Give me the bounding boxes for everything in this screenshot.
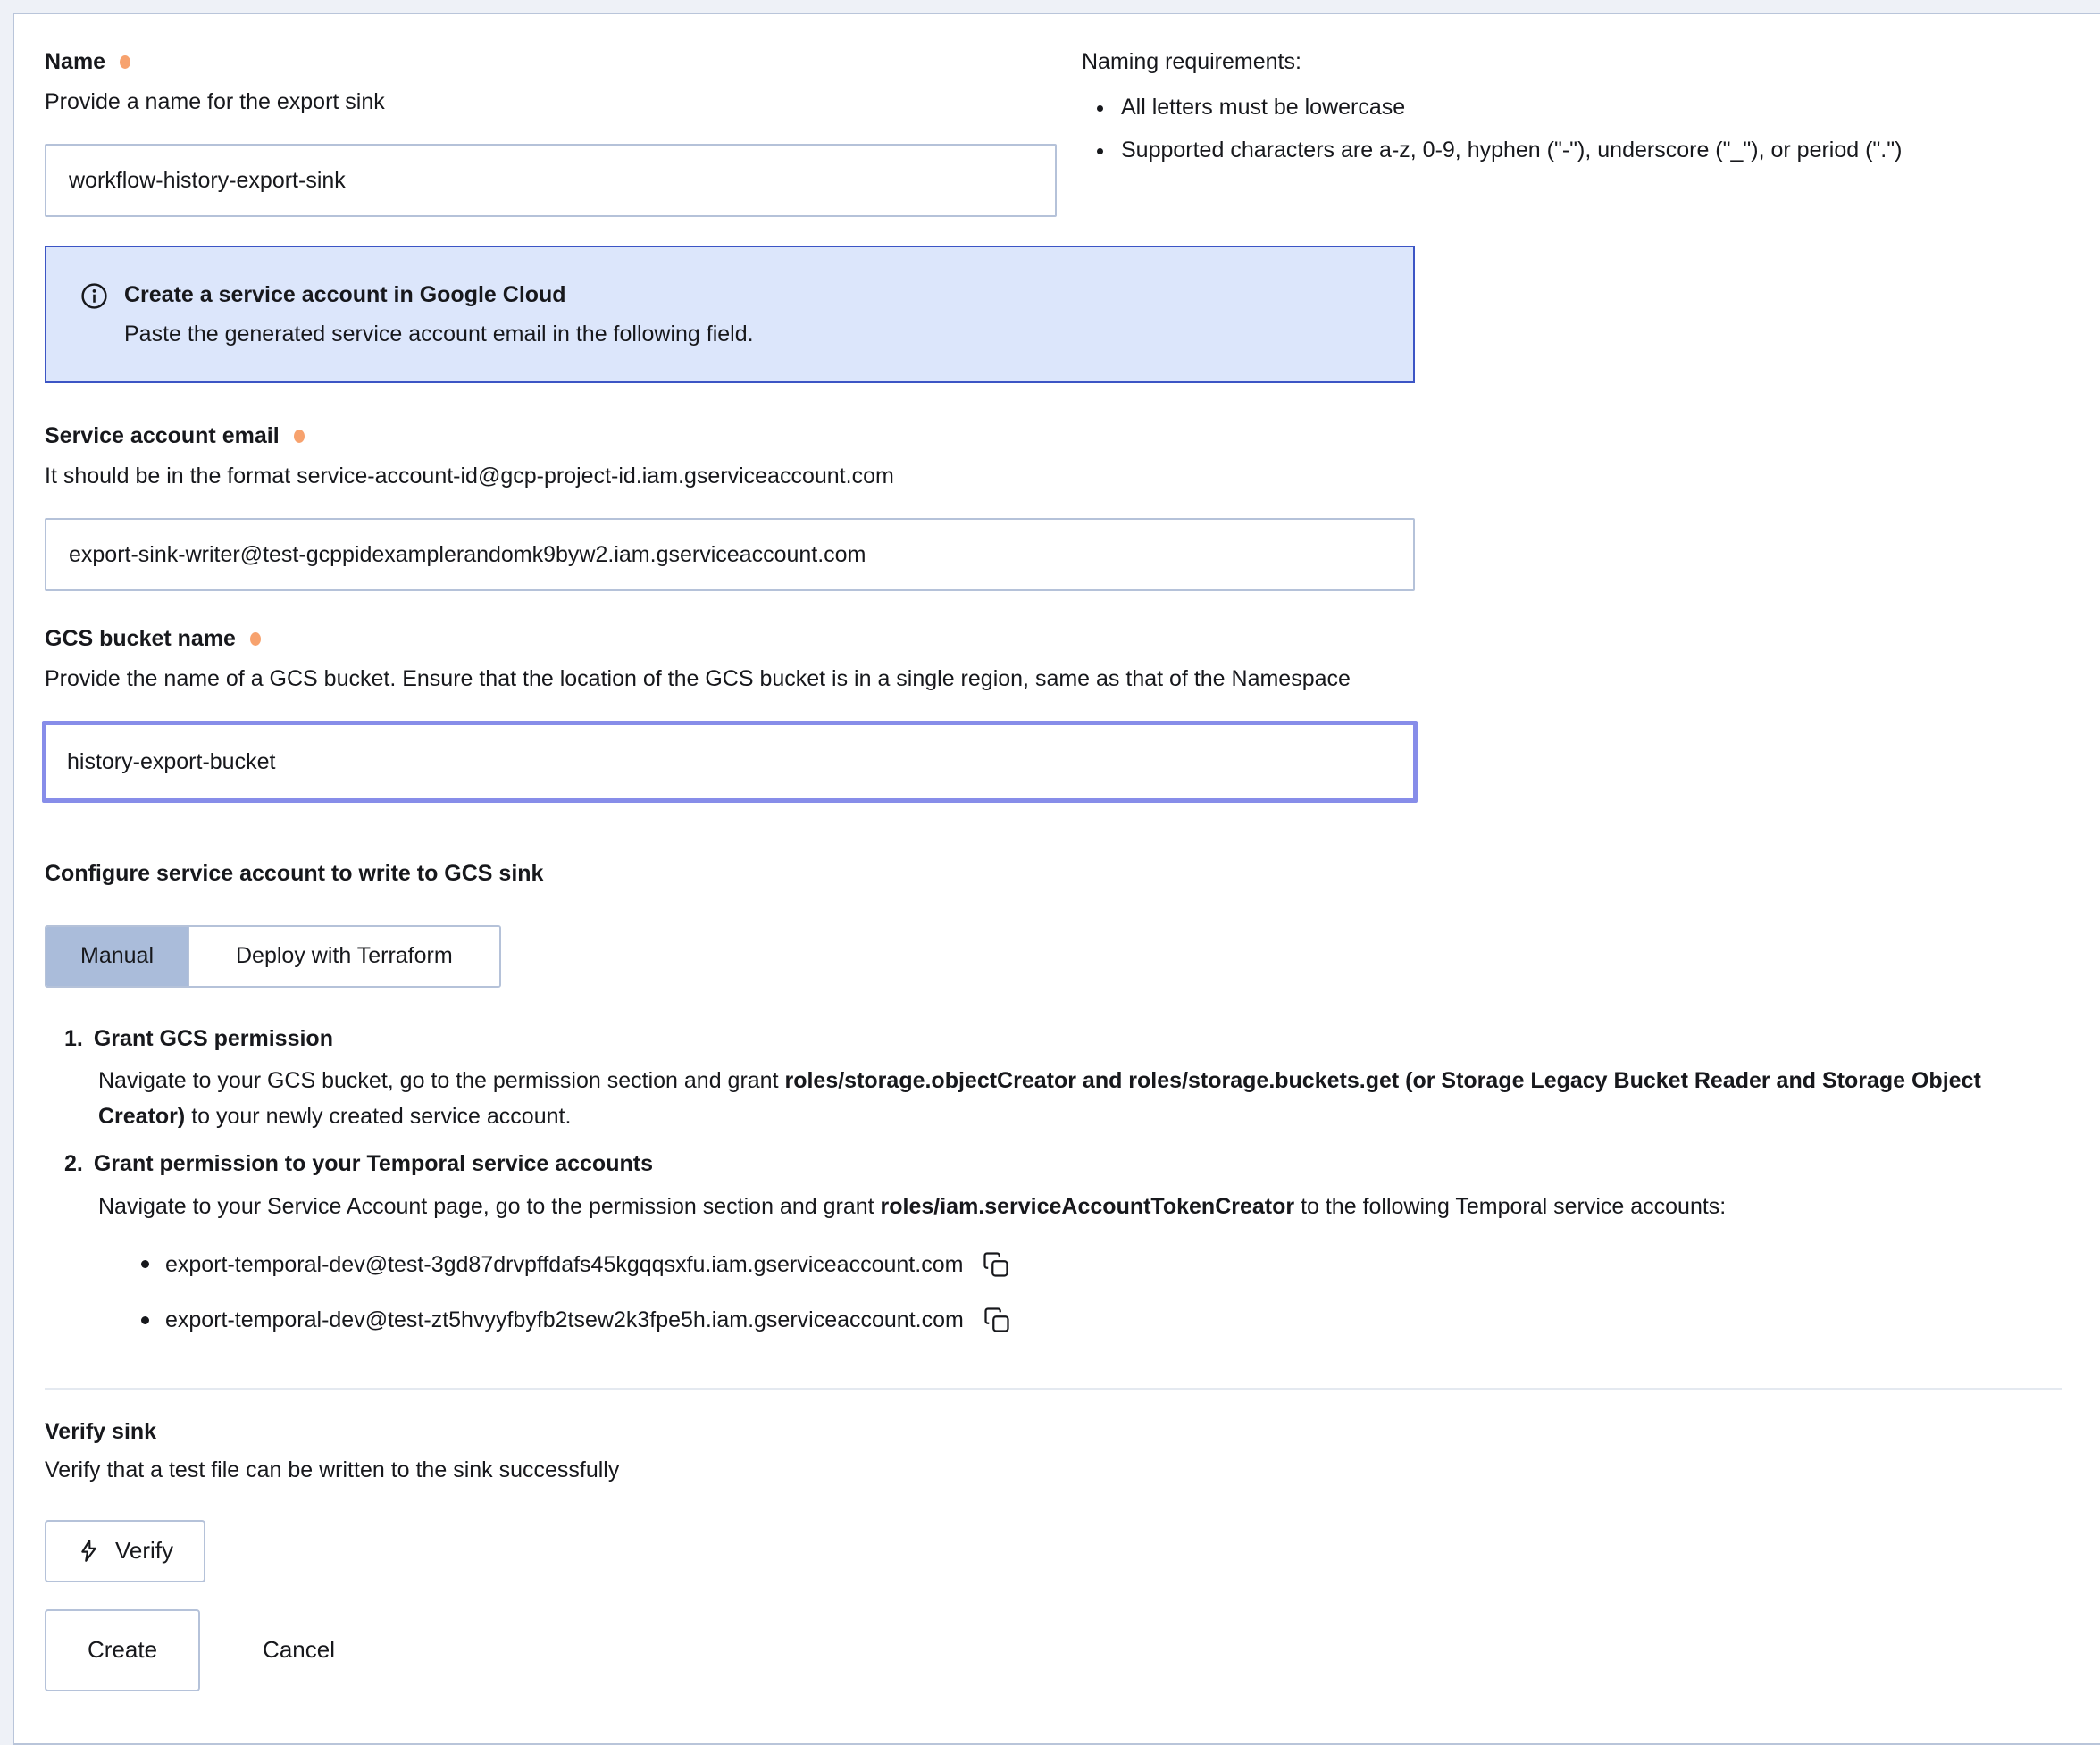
name-field-label-row xyxy=(45,46,1057,78)
service-account-description: It should be in the format service-account-id@gcp-project-id.iam.gserviceaccount.com xyxy=(45,463,894,488)
naming-requirements xyxy=(1082,46,2071,179)
info-banner xyxy=(45,246,1415,383)
sink-name-input[interactable] xyxy=(45,144,1057,217)
service-account-label: Service account email xyxy=(45,423,280,448)
info-banner-text xyxy=(124,280,754,349)
step-title: Grant permission to your Temporal service accounts xyxy=(93,1151,653,1176)
create-button[interactable]: Create xyxy=(45,1609,200,1691)
name-and-requirements-row xyxy=(45,46,2071,217)
temporal-account-email: export-temporal-dev@test-zt5hvyyfbyfb2tsew2k3fpe5h.iam.gserviceaccount.com xyxy=(165,1307,964,1332)
step-number: 1. xyxy=(64,1025,83,1051)
bucket-field-group xyxy=(45,623,2071,803)
step-body: Navigate to your GCS bucket, go to the permission section and grant roles/storage.objectCreator and roles/storage.buckets.get (or Storage Legacy Bucket Reader and Storage Object Creator) to your newly created service account. xyxy=(98,1068,1981,1129)
info-banner-body: Paste the generated service account email in the following field. xyxy=(124,321,754,346)
temporal-account-item xyxy=(141,1305,2071,1336)
required-dot-icon xyxy=(250,632,261,646)
step-title-row xyxy=(64,1023,2071,1055)
create-export-sink-panel xyxy=(13,13,2100,1745)
lightning-icon xyxy=(77,1539,101,1563)
step-grant-gcs-permission xyxy=(45,1023,2071,1135)
copy-icon-button[interactable] xyxy=(981,1249,1011,1280)
verify-button-label: Verify xyxy=(115,1537,174,1564)
configure-tab-group xyxy=(45,925,501,988)
bullet-icon xyxy=(141,1260,149,1268)
info-banner-title: Create a service account in Google Cloud xyxy=(124,282,566,307)
step-title-row xyxy=(64,1148,2071,1180)
naming-requirement-item: • All letters must be lowercase xyxy=(1116,92,2071,123)
verify-sink-description: Verify that a test file can be written to the sink successfully xyxy=(45,1457,620,1482)
cancel-button[interactable]: Cancel xyxy=(257,1635,340,1665)
service-account-email-input[interactable] xyxy=(45,518,1415,591)
step-number: 2. xyxy=(64,1151,83,1176)
step-body: Navigate to your Service Account page, go to the permission section and grant roles/iam.serviceAccountTokenCreator to the following Temporal service accounts: xyxy=(98,1193,1727,1219)
step-title: Grant GCS permission xyxy=(93,1025,333,1051)
step-grant-temporal-permission xyxy=(45,1148,2071,1224)
name-field-group xyxy=(45,46,1057,217)
temporal-service-accounts-list xyxy=(45,1249,2071,1336)
name-field-description: Provide a name for the export sink xyxy=(45,88,385,114)
copy-icon xyxy=(983,1307,1010,1333)
bucket-description: Provide the name of a GCS bucket. Ensure that the location of the GCS bucket is in a single region, same as that of the Namespace xyxy=(45,665,1351,691)
bucket-label: GCS bucket name xyxy=(45,626,236,651)
naming-requirements-title: Naming requirements: xyxy=(1082,49,1301,74)
verify-button[interactable] xyxy=(45,1520,205,1582)
form-actions-row xyxy=(45,1609,2071,1691)
temporal-account-email: export-temporal-dev@test-3gd87drvpffdafs45kgqqsxfu.iam.gserviceaccount.com xyxy=(165,1251,964,1277)
naming-requirements-list xyxy=(1082,92,2071,166)
tab-manual[interactable]: Manual xyxy=(46,927,188,986)
manual-steps xyxy=(45,1023,2071,1224)
naming-requirement-item: • Supported characters are a-z, 0-9, hyphen ("-"), underscore ("_"), or period (".") xyxy=(1116,135,2071,166)
info-icon xyxy=(80,282,108,310)
section-divider xyxy=(45,1388,2062,1390)
copy-icon xyxy=(983,1251,1009,1278)
tab-deploy-with-terraform[interactable]: Deploy with Terraform xyxy=(188,927,499,986)
bullet-icon xyxy=(141,1316,149,1324)
configure-section-heading: Configure service account to write to GCS sink xyxy=(45,861,544,886)
service-account-field-group xyxy=(45,421,2071,591)
bucket-label-row xyxy=(45,623,2071,655)
required-dot-icon xyxy=(120,55,130,69)
gcs-bucket-name-input[interactable] xyxy=(42,721,1418,803)
temporal-account-item xyxy=(141,1249,2071,1281)
copy-icon-button[interactable] xyxy=(982,1305,1012,1335)
service-account-label-row xyxy=(45,421,2071,452)
verify-sink-title: Verify sink xyxy=(45,1418,157,1444)
name-field-label: Name xyxy=(45,49,106,74)
required-dot-icon xyxy=(294,430,305,443)
